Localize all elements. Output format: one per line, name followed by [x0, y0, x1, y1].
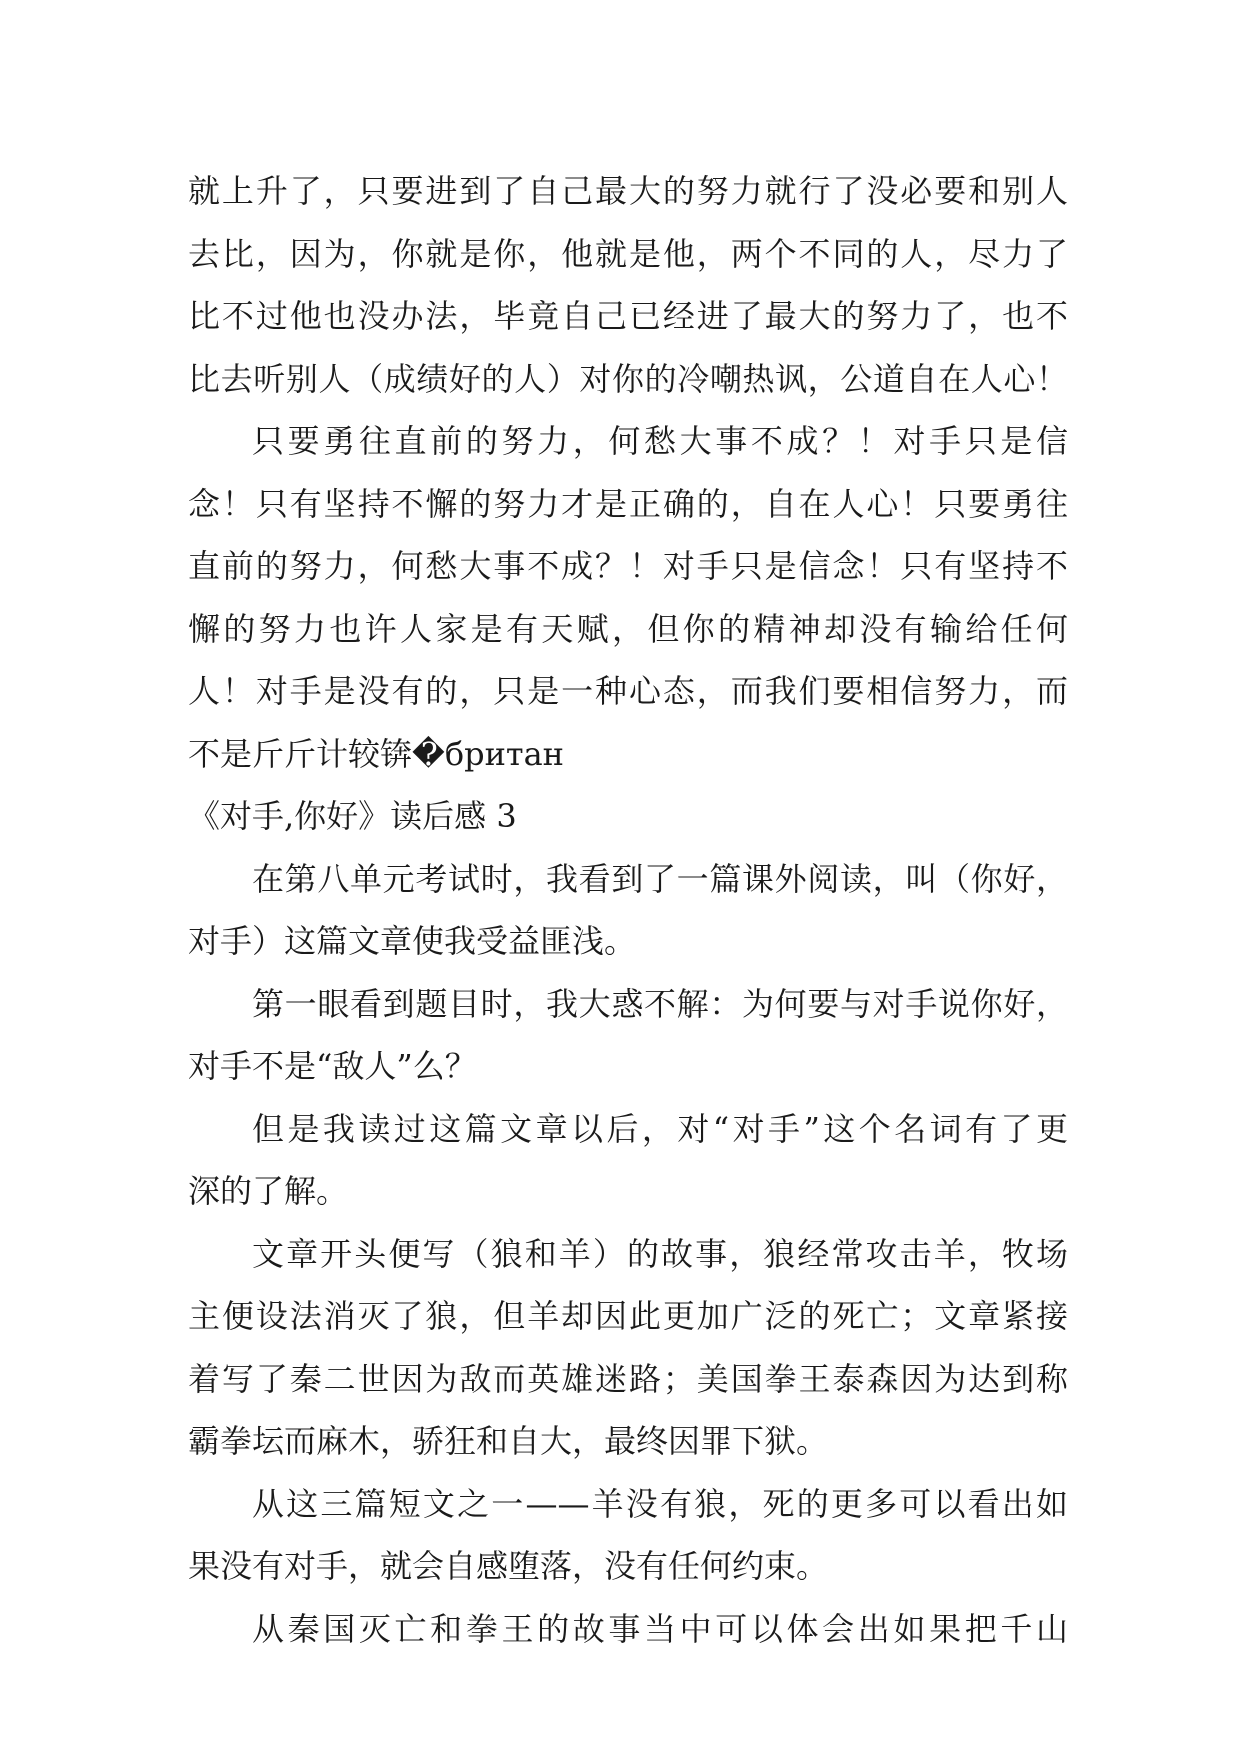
text-line: 不是斤斤计较锛�британ: [188, 734, 565, 773]
text-line: 对手不是“敌人”么？: [188, 1047, 477, 1085]
text-line: 从这三篇短文之一——羊没有狼，死的更多可以看出如: [252, 1484, 1068, 1523]
text-line: 就上升了，只要进到了自己最大的努力就行了没必要和别人: [188, 172, 1068, 210]
text-line: 第一眼看到题目时，我大惑不解：为何要与对手说你好，: [252, 984, 1068, 1023]
text-line: 果没有对手，就会自感堕落，没有任何约束。: [188, 1547, 829, 1585]
text-line: 但是我读过这篇文章以后，对“对手”这个名词有了更: [252, 1109, 1068, 1148]
text-line: 在第八单元考试时，我看到了一篇课外阅读，叫（你好，: [252, 859, 1068, 898]
body-text: [188, 160, 1068, 1660]
text-line: 霸拳坛而麻木，骄狂和自大，最终因罪下狱。: [188, 1422, 829, 1460]
section-heading: 《对手,你好》读后感 3: [188, 797, 517, 835]
text-line: 从秦国灭亡和拳王的故事当中可以体会出如果把千山: [252, 1609, 1068, 1648]
text-line: 只要勇往直前的努力，何愁大事不成？！对手只是信: [252, 422, 1068, 460]
text-line: 去比，因为，你就是你，他就是他，两个不同的人，尽力了: [188, 234, 1068, 273]
text-line: 人！对手是没有的，只是一种心态，而我们要相信努力，而: [188, 672, 1068, 710]
text-line: 深的了解。: [188, 1172, 349, 1210]
text-line: 直前的努力，何愁大事不成？！对手只是信念！只有坚持不: [188, 547, 1068, 585]
text-line: 懈的努力也许人家是有天赋，但你的精神却没有输给任何: [188, 609, 1068, 648]
text-line: 比不过他也没办法，毕竟自己已经进了最大的努力了，也不: [188, 297, 1068, 335]
text-line: 比去听别人（成绩好的人）对你的冷嘲热讽，公道自在人心！: [188, 359, 1068, 398]
text-line: 主便设法消灭了狼，但羊却因此更加广泛的死亡；文章紧接: [188, 1297, 1068, 1335]
text-line: 念！只有坚持不懈的努力才是正确的，自在人心！只要勇往: [188, 484, 1068, 523]
text-line: 文章开头便写（狼和羊）的故事，狼经常攻击羊，牧场: [252, 1234, 1068, 1273]
text-line: 对手）这篇文章使我受益匪浅。: [188, 922, 637, 960]
text-line: 着写了秦二世因为敌而英雄迷路；美国拳王泰森因为达到称: [188, 1359, 1068, 1398]
